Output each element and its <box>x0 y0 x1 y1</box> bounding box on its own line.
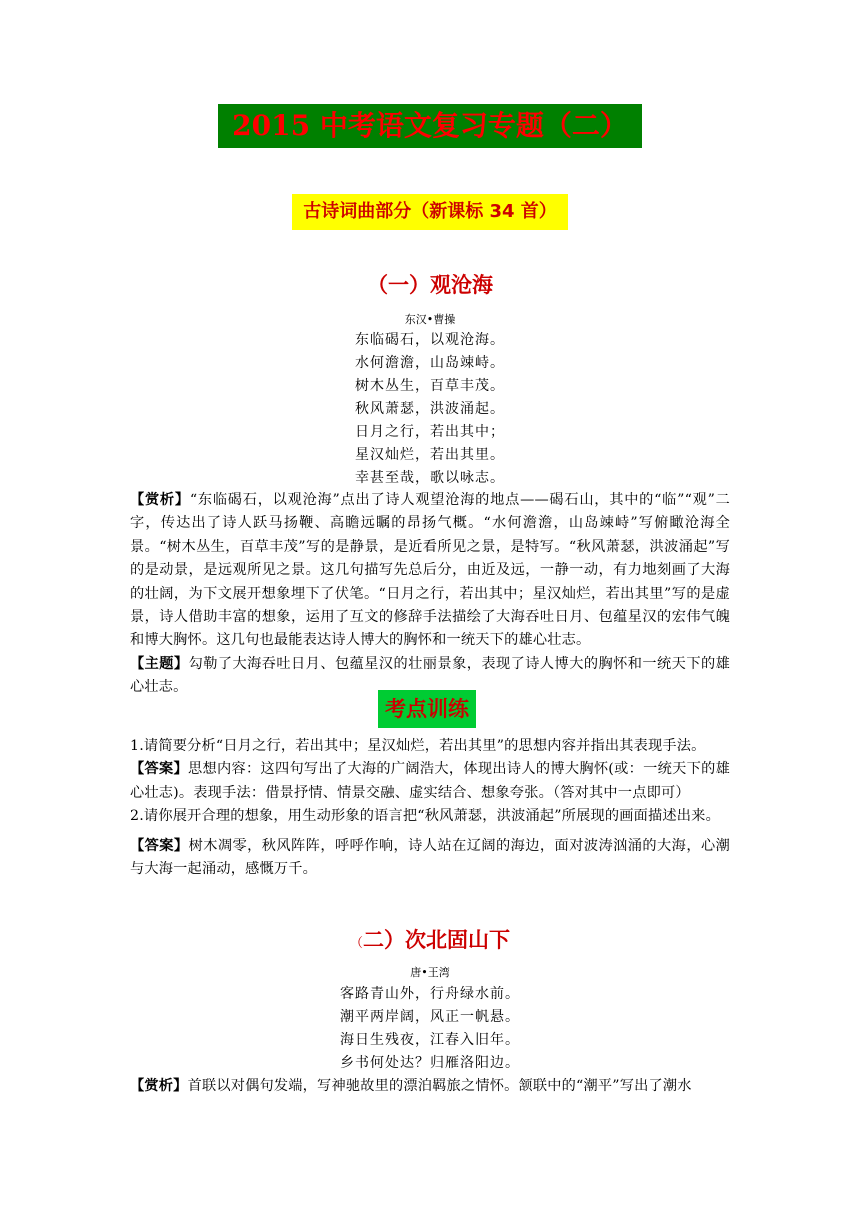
verse-line: 树木丛生，百草丰茂。 <box>355 378 505 394</box>
question-text: 2.请你展开合理的想象，用生动形象的语言把“秋风萧瑟，洪波涌起”所展现的画面描述出来。 <box>130 808 720 825</box>
poem2-title-text: 二）次北固山下 <box>363 928 510 952</box>
poem2-verse <box>0 983 860 1075</box>
analysis-tag: 【赏析】 <box>130 1078 188 1094</box>
poem1-analysis <box>130 489 730 700</box>
theme-text: 勾勒了大海吞吐日月、包蕴星汉的壮丽景象，表现了诗人博大的胸怀和一统天下的雄心壮志。 <box>130 655 730 696</box>
verse-line: 秋风萧瑟，洪波涌起。 <box>355 401 505 417</box>
poem2-analysis <box>130 1075 730 1098</box>
answer-tag: 【答案】 <box>130 837 189 854</box>
question-text: 1.请简要分析“日月之行，若出其中；星汉灿烂，若出其里”的思想内容并指出其表现手法。 <box>130 738 706 754</box>
verse-line: 星汉灿烂，若出其里。 <box>355 447 505 463</box>
document-title: 2015 中考语文复习专题（二） <box>218 104 642 148</box>
verse-line: 幸甚至哉，歌以咏志。 <box>355 470 505 486</box>
answer-tag: 【答案】 <box>130 761 188 778</box>
verse-line: 客路青山外，行舟绿水前。 <box>340 986 520 1002</box>
theme-tag: 【主题】 <box>130 655 189 672</box>
poem2-author: 唐•王湾 <box>410 966 450 979</box>
verse-line: 水何澹澹，山岛竦峙。 <box>355 355 505 371</box>
verse-line: 海日生残夜，江春入旧年。 <box>340 1032 520 1048</box>
verse-line: 日月之行，若出其中； <box>355 424 505 440</box>
questions-block <box>130 735 730 881</box>
verse-line: 乡书何处达？归雁洛阳边。 <box>340 1055 520 1071</box>
analysis-tag: 【赏析】 <box>130 492 190 508</box>
poem1-author: 东汉•曹操 <box>404 313 456 326</box>
poem1-verse <box>0 329 860 490</box>
verse-line: 东临碣石，以观沧海。 <box>355 332 505 348</box>
poem2-title-paren: （ <box>349 936 363 951</box>
poem1-title: （一）观沧海 <box>367 273 493 297</box>
verse-line: 潮平两岸阔，风正一帆悬。 <box>340 1009 520 1025</box>
poem2-title <box>0 925 860 959</box>
drill-heading: 考点训练 <box>378 690 476 728</box>
analysis-text: 首联以对偶句发端，写神驰故里的漂泊羁旅之情怀。颔联中的“潮平”写出了潮水 <box>187 1078 692 1094</box>
answer-text: 树木凋零，秋风阵阵，呼呼作响，诗人站在辽阔的海边，面对波涛汹涌的大海，心潮与大海一起涌动，感慨万千。 <box>130 837 730 878</box>
section-title: 古诗词曲部分（新课标 34 首） <box>292 194 568 230</box>
analysis-text: “东临碣石，以观沧海”点出了诗人观望沧海的地点——碣石山，其中的“临”“观”二字，传达出了诗人跃马扬鞭、高瞻远瞩的昂扬气概。“水何澹澹，山岛竦峙”写俯瞰沧海全景。“树木丛生，百草丰茂”写的是静景，是近看所见之景，是特写。“秋风萧瑟，洪波涌起”写的是动景，是远观所见之景。这几句描写先总后分，由近及远，一静一动，有力地刻画了大海的壮阔，为下文展开想象埋下了伏笔。“日月之行，若出其中；星汉灿烂，若出其里”写的是虚景，诗人借助丰富的想象，运用了互文的修辞手法描绘了大海吞吐日月、包蕴星汉的宏伟气魄和博大胸怀。这几句也最能表达诗人博大的胸怀和一统天下的雄心壮志。 <box>130 492 730 649</box>
answer-text: 思想内容：这四句写出了大海的广阔浩大，体现出诗人的博大胸怀(或：一统天下的雄心壮志)。表现手法：借景抒情、情景交融、虚实结合、想象夸张。（答对其中一点即可） <box>130 761 730 801</box>
